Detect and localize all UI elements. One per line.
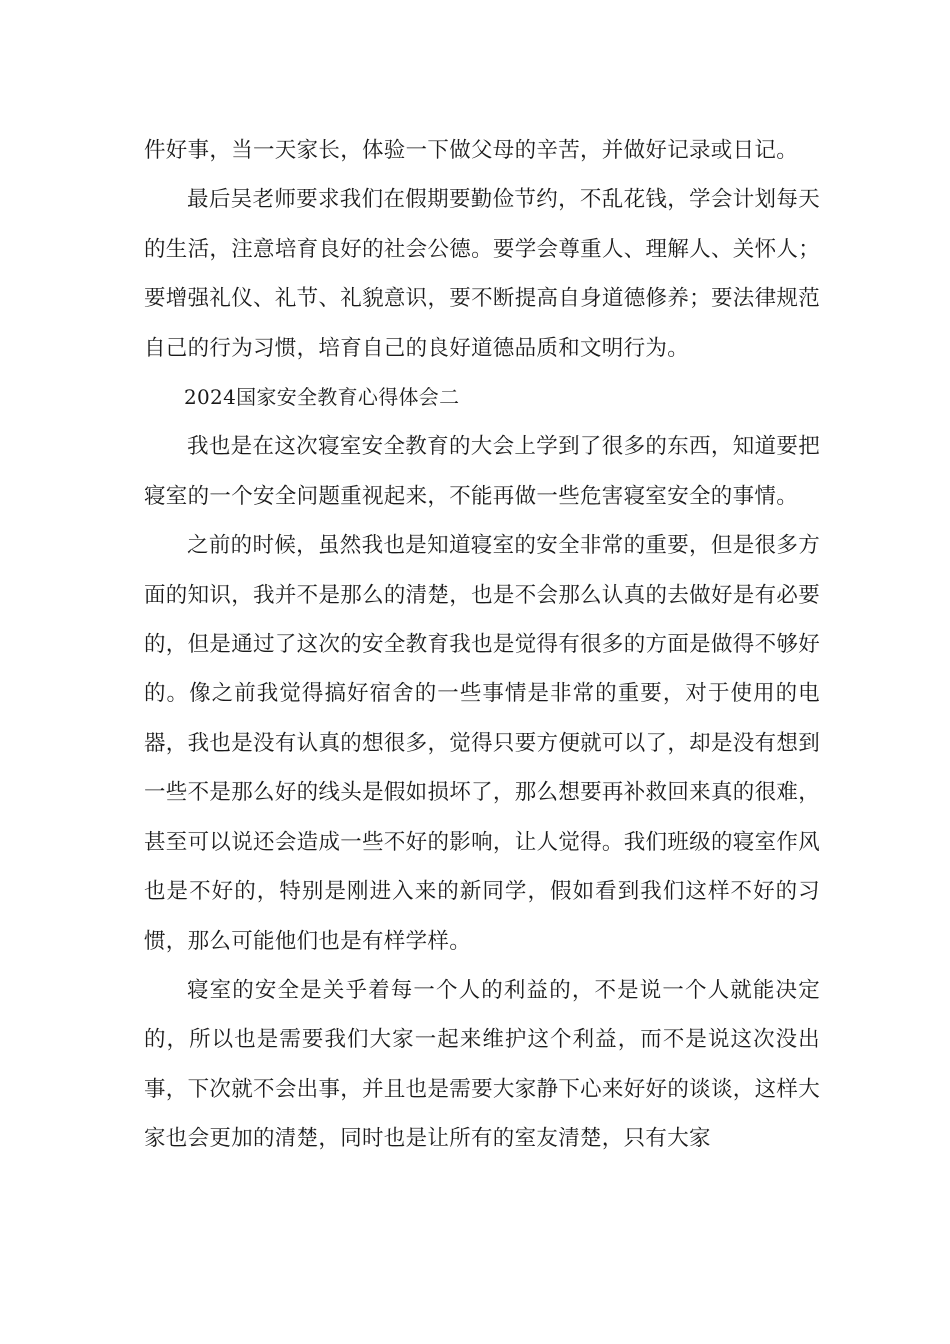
paragraph-1: 件好事，当一天家长，体验一下做父母的辛苦，并做好记录或日记。: [144, 138, 799, 163]
paragraph-2: 最后吴老师要求我们在假期要勤俭节约，不乱花钱，学会计划每天的生活，注意培育良好的社会公德。要学会尊重人、理解人、关怀人；要增强礼仪、礼节、礼貌意识，要不断提高自身道德修养；要法律规范自己的行为习惯，培育自己的良好道德品质和文明行为。: [144, 187, 820, 361]
section-heading: 2024国家安全教育心得体会二: [184, 385, 460, 410]
paragraph-5: 寝室的安全是关乎着每一个人的利益的，不是说一个人就能决定的，所以也是需要我们大家一起来维护这个利益，而不是说这次没出事，下次就不会出事，并且也是需要大家静下心来好好的谈谈，这样大家也会更加的清楚，同时也是让所有的室友清楚，只有大家: [144, 977, 820, 1152]
paragraph-3: 我也是在这次寝室安全教育的大会上学到了很多的东西，知道要把寝室的一个安全问题重视起来，不能再做一些危害寝室安全的事情。: [144, 434, 820, 509]
document-body: [144, 126, 820, 1164]
paragraph-4: 之前的时候，虽然我也是知道寝室的安全非常的重要，但是很多方面的知识，我并不是那么的清楚，也是不会那么认真的去做好是有必要的，但是通过了这次的安全教育我也是觉得有很多的方面是做得不够好的。像之前我觉得搞好宿舍的一些事情是非常的重要，对于使用的电器，我也是没有认真的想很多，觉得只要方便就可以了，却是没有想到一些不是那么好的线头是假如损坏了，那么想要再补救回来真的很难，甚至可以说还会造成一些不好的影响，让人觉得。我们班级的寝室作风也是不好的，特别是刚进入来的新同学，假如看到我们这样不好的习惯，那么可能他们也是有样学样。: [144, 533, 820, 954]
